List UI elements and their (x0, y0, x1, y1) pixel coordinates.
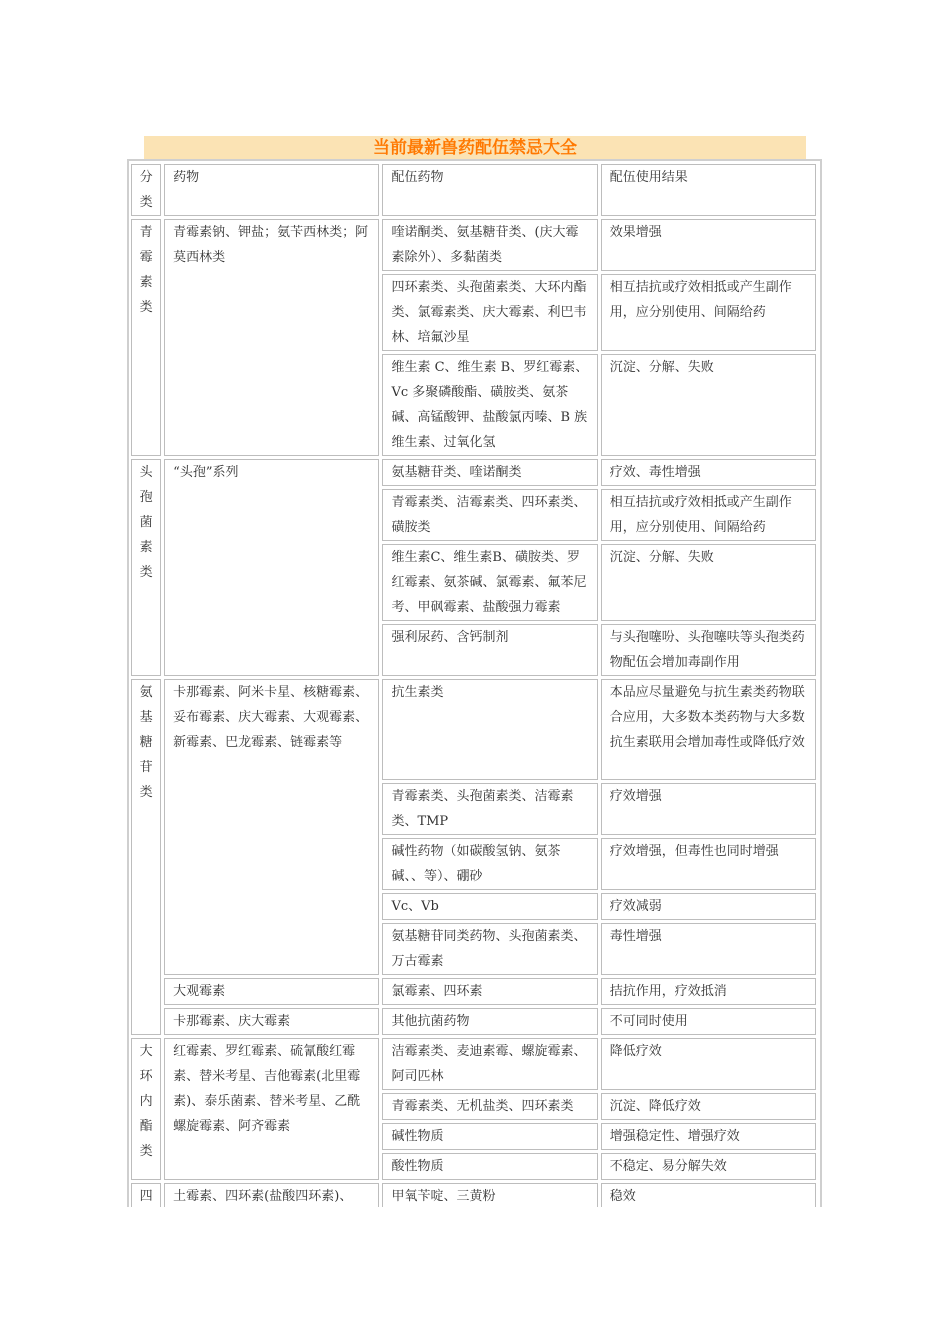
category-cell (131, 459, 161, 676)
partner-cell: 抗生素类 (382, 679, 597, 780)
partner-cell: 强利尿药、含钙制剂 (382, 624, 597, 676)
result-cell: 不稳定、易分解失效 (601, 1153, 816, 1180)
result-cell: 稳效 (601, 1183, 816, 1207)
category-char: 素 (139, 540, 153, 555)
partner-cell: 维生素 C、维生素 B、罗红霉素、Vc 多聚磷酸酯、磺胺类、氨茶碱、高锰酸钾、盐酸氯丙嗪、B 族维生素、过氧化氢 (382, 354, 597, 456)
category-char: 类 (139, 1144, 153, 1159)
table-row (131, 459, 816, 486)
header-category (131, 164, 161, 216)
partner-cell: 喹诺酮类、氨基糖苷类、(庆大霉素除外）、多黏菌类 (382, 219, 597, 271)
category-char: 霉 (139, 250, 153, 265)
header-result: 配伍使用结果 (601, 164, 816, 216)
result-cell: 疗效、毒性增强 (601, 459, 816, 486)
category-char: 类 (139, 785, 153, 800)
partner-cell: 维生素C、维生素B、磺胺类、罗红霉素、氨茶碱、氯霉素、氟苯尼考、甲砜霉素、盐酸强力霉素 (382, 544, 597, 621)
category-char: 大 (139, 1044, 153, 1059)
table-row (131, 1183, 816, 1207)
partner-cell: 碱性物质 (382, 1123, 597, 1150)
result-cell: 相互拮抗或疗效相抵或产生副作用，应分别使用、间隔给药 (601, 274, 816, 351)
category-char: 孢 (139, 490, 153, 505)
header-drug: 药物 (164, 164, 379, 216)
result-cell: 降低疗效 (601, 1038, 816, 1090)
table-row (131, 219, 816, 271)
drug-cell: 卡那霉素、阿米卡星、核糖霉素、妥布霉素、庆大霉素、大观霉素、新霉素、巴龙霉素、链霉素等 (164, 679, 379, 975)
partner-cell: 氨基糖苷类、喹诺酮类 (382, 459, 597, 486)
result-cell: 拮抗作用，疗效抵消 (601, 978, 816, 1005)
header-category-text (136, 165, 156, 215)
category-label (136, 1039, 156, 1164)
category-char: 苷 (139, 760, 153, 775)
drug-cell: 卡那霉素、庆大霉素 (164, 1008, 379, 1035)
partner-cell: 四环素类、头孢菌素类、大环内酯类、氯霉素类、庆大霉素、利巴韦林、培氟沙星 (382, 274, 597, 351)
category-char: 糖 (139, 735, 153, 750)
result-cell: 相互拮抗或疗效相抵或产生副作用，应分别使用、间隔给药 (601, 489, 816, 541)
result-cell: 疗效增强 (601, 783, 816, 835)
partner-cell: 碱性药物（如碳酸氢钠、氨茶碱、、等）、硼砂 (382, 838, 597, 890)
drug-cell: “头孢”系列 (164, 459, 379, 676)
category-char: 头 (139, 465, 153, 480)
result-cell: 沉淀、降低疗效 (601, 1093, 816, 1120)
category-char: 内 (139, 1094, 153, 1109)
partner-cell: 青霉素类、头孢菌素类、洁霉素类、TMP (382, 783, 597, 835)
result-cell: 不可同时使用 (601, 1008, 816, 1035)
category-char: 类 (139, 195, 153, 210)
partner-cell: 氨基糖苷同类药物、头孢菌素类、万古霉素 (382, 923, 597, 975)
header-partner: 配伍药物 (382, 164, 597, 216)
drug-cell: 红霉素、罗红霉素、硫氰酸红霉素、替米考星、吉他霉素(北里霉素)、泰乐菌素、替米考星、乙酰螺旋霉素、阿齐霉素 (164, 1038, 379, 1180)
category-label (136, 1184, 156, 1207)
category-char: 环 (139, 1069, 153, 1084)
category-char: 分 (139, 170, 153, 185)
result-cell: 沉淀、分解、失败 (601, 544, 816, 621)
drug-cell: 大观霉素 (164, 978, 379, 1005)
table-row (131, 1008, 816, 1035)
partner-cell: 氯霉素、四环素 (382, 978, 597, 1005)
category-label (136, 220, 156, 320)
drug-cell: 青霉素钠、钾盐；氨苄西林类；阿莫西林类 (164, 219, 379, 456)
partner-cell: 甲氧苄啶、三黄粉 (382, 1183, 597, 1207)
table-row (131, 1038, 816, 1090)
category-char: 类 (139, 300, 153, 315)
drug-cell: 土霉素、四环素(盐酸四环素)、 (164, 1183, 379, 1207)
result-cell: 增强稳定性、增强疗效 (601, 1123, 816, 1150)
category-char: 类 (139, 565, 153, 580)
compatibility-table (127, 159, 822, 1207)
partner-cell: 洁霉素类、麦迪素霉、螺旋霉素、阿司匹林 (382, 1038, 597, 1090)
category-char: 素 (139, 275, 153, 290)
category-label (136, 680, 156, 805)
category-char: 酯 (139, 1119, 153, 1134)
category-char: 氨 (139, 685, 153, 700)
result-cell: 与头孢噻吩、头孢噻呋等头孢类药物配伍会增加毒副作用 (601, 624, 816, 676)
category-cell (131, 219, 161, 456)
result-cell: 毒性增强 (601, 923, 816, 975)
result-cell: 本品应尽量避免与抗生素类药物联合应用，大多数本类药物与大多数抗生素联用会增加毒性或降低疗效 (601, 679, 816, 780)
result-cell: 效果增强 (601, 219, 816, 271)
category-cell (131, 679, 161, 1035)
category-label (136, 460, 156, 585)
result-cell: 疗效减弱 (601, 893, 816, 920)
table-row (131, 978, 816, 1005)
partner-cell: 酸性物质 (382, 1153, 597, 1180)
table-row (131, 679, 816, 780)
result-cell: 疗效增强，但毒性也同时增强 (601, 838, 816, 890)
table-header-row (131, 164, 816, 216)
category-char: 基 (139, 710, 153, 725)
partner-cell: 其他抗菌药物 (382, 1008, 597, 1035)
partner-cell: 青霉素类、洁霉素类、四环素类、磺胺类 (382, 489, 597, 541)
category-char: 青 (139, 225, 153, 240)
category-char: 菌 (139, 515, 153, 530)
partner-cell: Vc、Vb (382, 893, 597, 920)
result-cell: 沉淀、分解、失败 (601, 354, 816, 456)
page-title: 当前最新兽药配伍禁忌大全 (144, 136, 806, 160)
category-cell (131, 1183, 161, 1207)
category-char: 四 (139, 1189, 153, 1204)
category-cell (131, 1038, 161, 1180)
partner-cell: 青霉素类、无机盐类、四环素类 (382, 1093, 597, 1120)
